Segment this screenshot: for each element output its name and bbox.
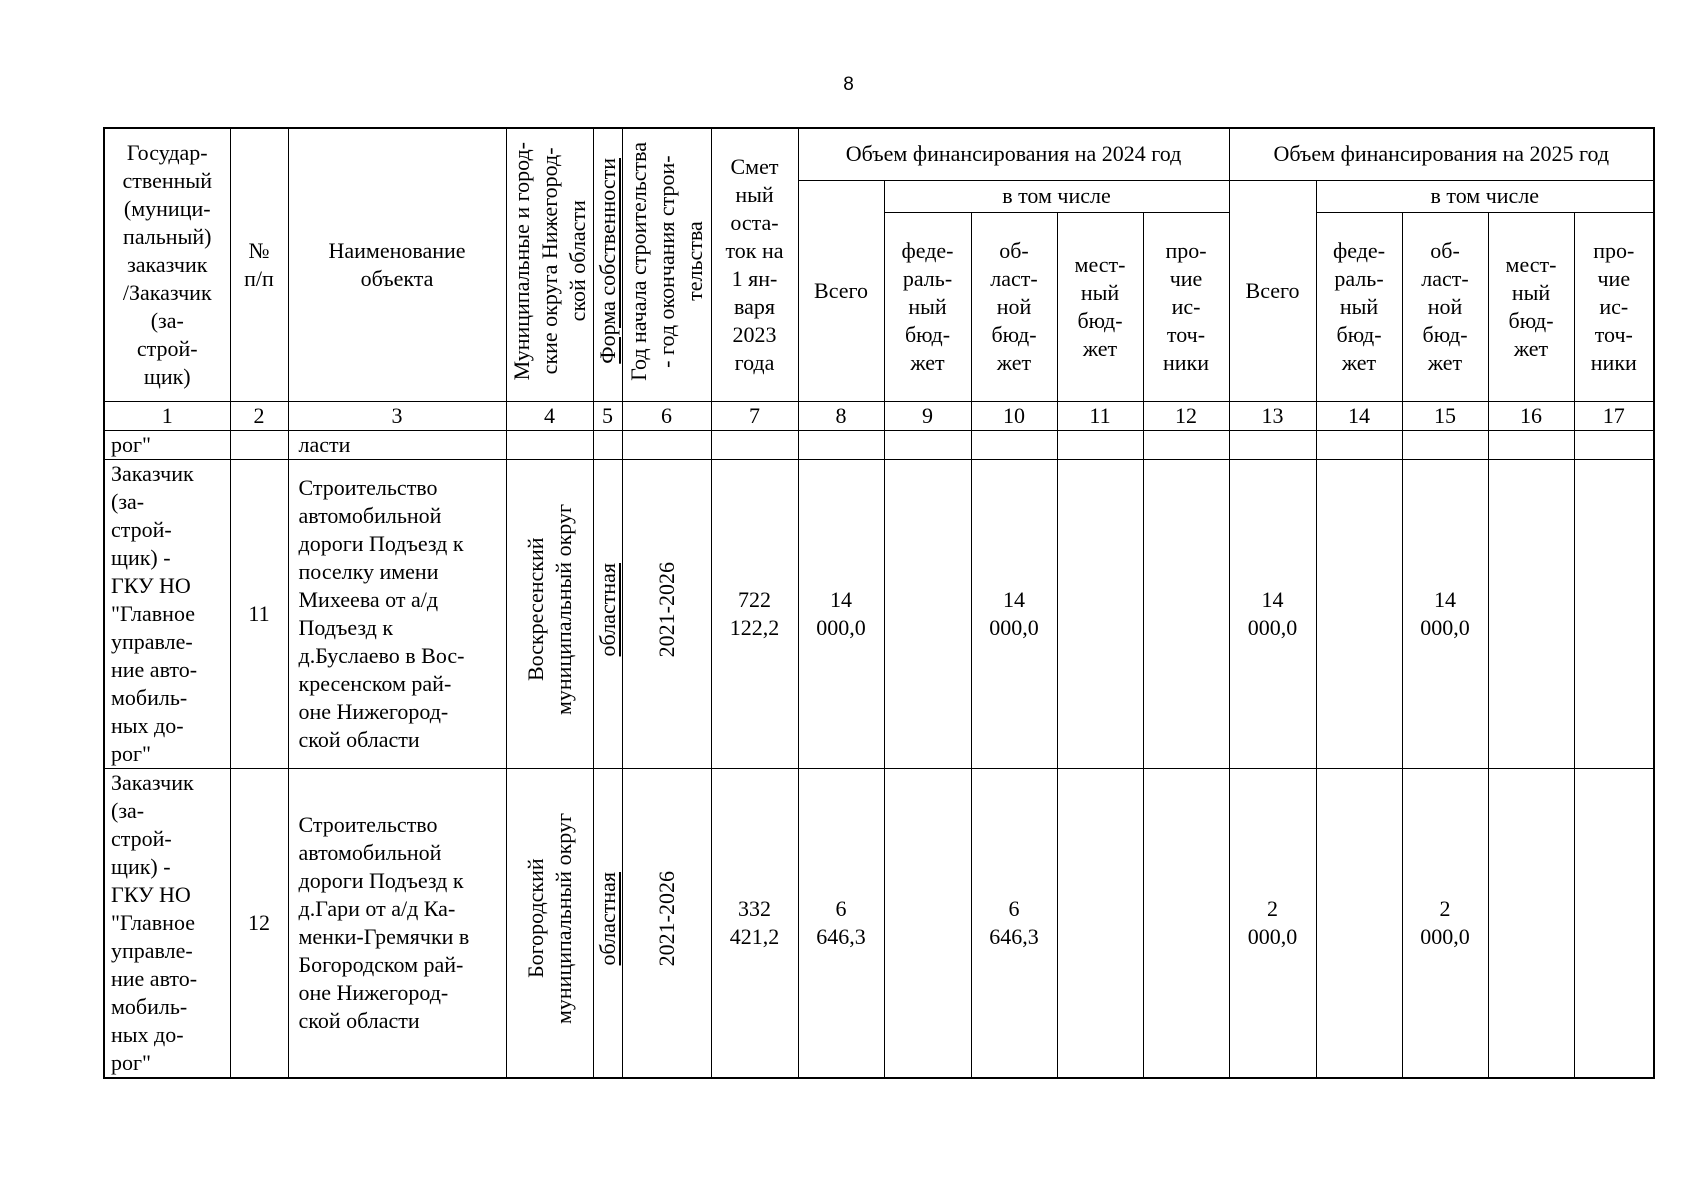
column-numbers-row — [104, 401, 1654, 430]
header-number: № п/п — [230, 128, 288, 401]
table-row — [104, 459, 1654, 768]
header-ownership: Форма собственности — [594, 158, 620, 365]
header-municipality-cell — [506, 128, 593, 401]
empty-cell — [1402, 430, 1488, 459]
row-estimate-balance: 332 421,2 — [711, 768, 798, 1078]
header-local-2025: мест- ный бюд- жет — [1488, 212, 1574, 401]
row-regional-2025: 14 000,0 — [1402, 459, 1488, 768]
column-number: 9 — [884, 401, 971, 430]
row-federal-2025 — [1316, 459, 1402, 768]
row-number: 11 — [230, 459, 288, 768]
empty-cell — [1057, 430, 1143, 459]
empty-cell — [1574, 430, 1654, 459]
row-years-cell — [622, 459, 711, 768]
row-local-2025 — [1488, 459, 1574, 768]
empty-cell — [971, 430, 1057, 459]
column-number: 10 — [971, 401, 1057, 430]
row-total-2024: 14 000,0 — [798, 459, 884, 768]
row-other-2025 — [1574, 768, 1654, 1078]
column-number: 17 — [1574, 401, 1654, 430]
continuation-row — [104, 430, 1654, 459]
header-local-2024: мест- ный бюд- жет — [1057, 212, 1143, 401]
empty-cell — [230, 430, 288, 459]
column-number: 13 — [1229, 401, 1316, 430]
row-regional-2025: 2 000,0 — [1402, 768, 1488, 1078]
row-federal-2025 — [1316, 768, 1402, 1078]
empty-cell — [622, 430, 711, 459]
row-total-2025: 14 000,0 — [1229, 459, 1316, 768]
header-object-name: Наименование объекта — [288, 128, 506, 401]
column-number: 3 — [288, 401, 506, 430]
column-number: 7 — [711, 401, 798, 430]
row-local-2025 — [1488, 768, 1574, 1078]
row-other-2025 — [1574, 459, 1654, 768]
row-municipality-cell — [506, 768, 593, 1078]
column-number: 8 — [798, 401, 884, 430]
row-estimate-balance: 722 122,2 — [711, 459, 798, 768]
empty-cell — [1143, 430, 1229, 459]
empty-cell — [593, 430, 622, 459]
column-number: 6 — [622, 401, 711, 430]
column-number: 16 — [1488, 401, 1574, 430]
row-years-cell — [622, 768, 711, 1078]
column-number: 5 — [593, 401, 622, 430]
header-customer: Государ- ственный (муници- пальный) заказчик /Заказчик (за- строй- щик) — [104, 128, 230, 401]
header-total-2024: Всего — [798, 180, 884, 401]
header-including-2025: в том числе — [1316, 180, 1654, 212]
header-regional-2025: об- ласт- ной бюд- жет — [1402, 212, 1488, 401]
row-number: 12 — [230, 768, 288, 1078]
column-number: 1 — [104, 401, 230, 430]
empty-cell — [1488, 430, 1574, 459]
row-local-2024 — [1057, 459, 1143, 768]
header-estimate-balance: Смет ный оста- ток на 1 ян- варя 2023 года — [711, 128, 798, 401]
row-ownership-cell — [593, 768, 622, 1078]
column-number: 15 — [1402, 401, 1488, 430]
header-other-2024: про- чие ис- точ- ники — [1143, 212, 1229, 401]
header-municipality: Муниципальные и город- ские округа Нижегород- ской области — [508, 142, 590, 381]
page-number: 8 — [843, 74, 854, 95]
empty-cell — [798, 430, 884, 459]
header-ownership-cell — [593, 128, 622, 401]
header-funding-2024: Объем финансирования на 2024 год — [798, 128, 1229, 180]
row-total-2025: 2 000,0 — [1229, 768, 1316, 1078]
row-ownership: областная — [594, 872, 620, 966]
row-total-2024: 6 646,3 — [798, 768, 884, 1078]
row-object-name: Строительство автомобильной дороги Подъезд к поселку имени Михеева от а/д Подъезд к д.Буслаево в Вос- кресенском рай- оне Нижегород- ской области — [288, 459, 506, 768]
row-ownership: областная — [594, 563, 620, 657]
header-construction-years: Год начала строительства - год окончания строи- тельства — [625, 141, 707, 381]
header-federal-2024: феде- раль- ный бюд- жет — [884, 212, 971, 401]
empty-cell — [884, 430, 971, 459]
row-customer: Заказчик (за- строй- щик) - ГКУ НО "Главное управле- ние авто- мобиль- ных до- рог" — [104, 768, 230, 1078]
row-ownership-cell — [593, 459, 622, 768]
row-regional-2024: 14 000,0 — [971, 459, 1057, 768]
empty-cell — [1316, 430, 1402, 459]
column-number: 2 — [230, 401, 288, 430]
header-total-2025: Всего — [1229, 180, 1316, 401]
row-other-2024 — [1143, 768, 1229, 1078]
row-object-name: Строительство автомобильной дороги Подъезд к д.Гари от а/д Ка- менки-Гремячки в Богородском рай- оне Нижегород- ской области — [288, 768, 506, 1078]
empty-cell — [711, 430, 798, 459]
row-local-2024 — [1057, 768, 1143, 1078]
header-federal-2025: феде- раль- ный бюд- жет — [1316, 212, 1402, 401]
row-federal-2024 — [884, 768, 971, 1078]
row-regional-2024: 6 646,3 — [971, 768, 1057, 1078]
column-number: 12 — [1143, 401, 1229, 430]
row-customer: Заказчик (за- строй- щик) - ГКУ НО "Главное управле- ние авто- мобиль- ных до- рог" — [104, 459, 230, 768]
row-other-2024 — [1143, 459, 1229, 768]
header-funding-2025: Объем финансирования на 2025 год — [1229, 128, 1654, 180]
column-number: 4 — [506, 401, 593, 430]
table-row — [104, 768, 1654, 1078]
empty-cell — [506, 430, 593, 459]
construction-funding-table — [103, 127, 1655, 1079]
column-number: 11 — [1057, 401, 1143, 430]
row-federal-2024 — [884, 459, 971, 768]
row-construction-years: 2021-2026 — [653, 871, 679, 967]
row-municipality-cell — [506, 459, 593, 768]
row-municipality: Воскресенский муниципальный округ — [522, 504, 576, 716]
row-construction-years: 2021-2026 — [653, 562, 679, 658]
header-including-2024: в том числе — [884, 180, 1229, 212]
empty-cell — [1229, 430, 1316, 459]
continuation-object-name: ласти — [288, 430, 506, 459]
continuation-customer: рог" — [104, 430, 230, 459]
header-regional-2024: об- ласт- ной бюд- жет — [971, 212, 1057, 401]
header-other-2025: про- чие ис- точ- ники — [1574, 212, 1654, 401]
column-number: 14 — [1316, 401, 1402, 430]
header-years-cell — [622, 128, 711, 401]
row-municipality: Богородский муниципальный округ — [522, 813, 576, 1025]
